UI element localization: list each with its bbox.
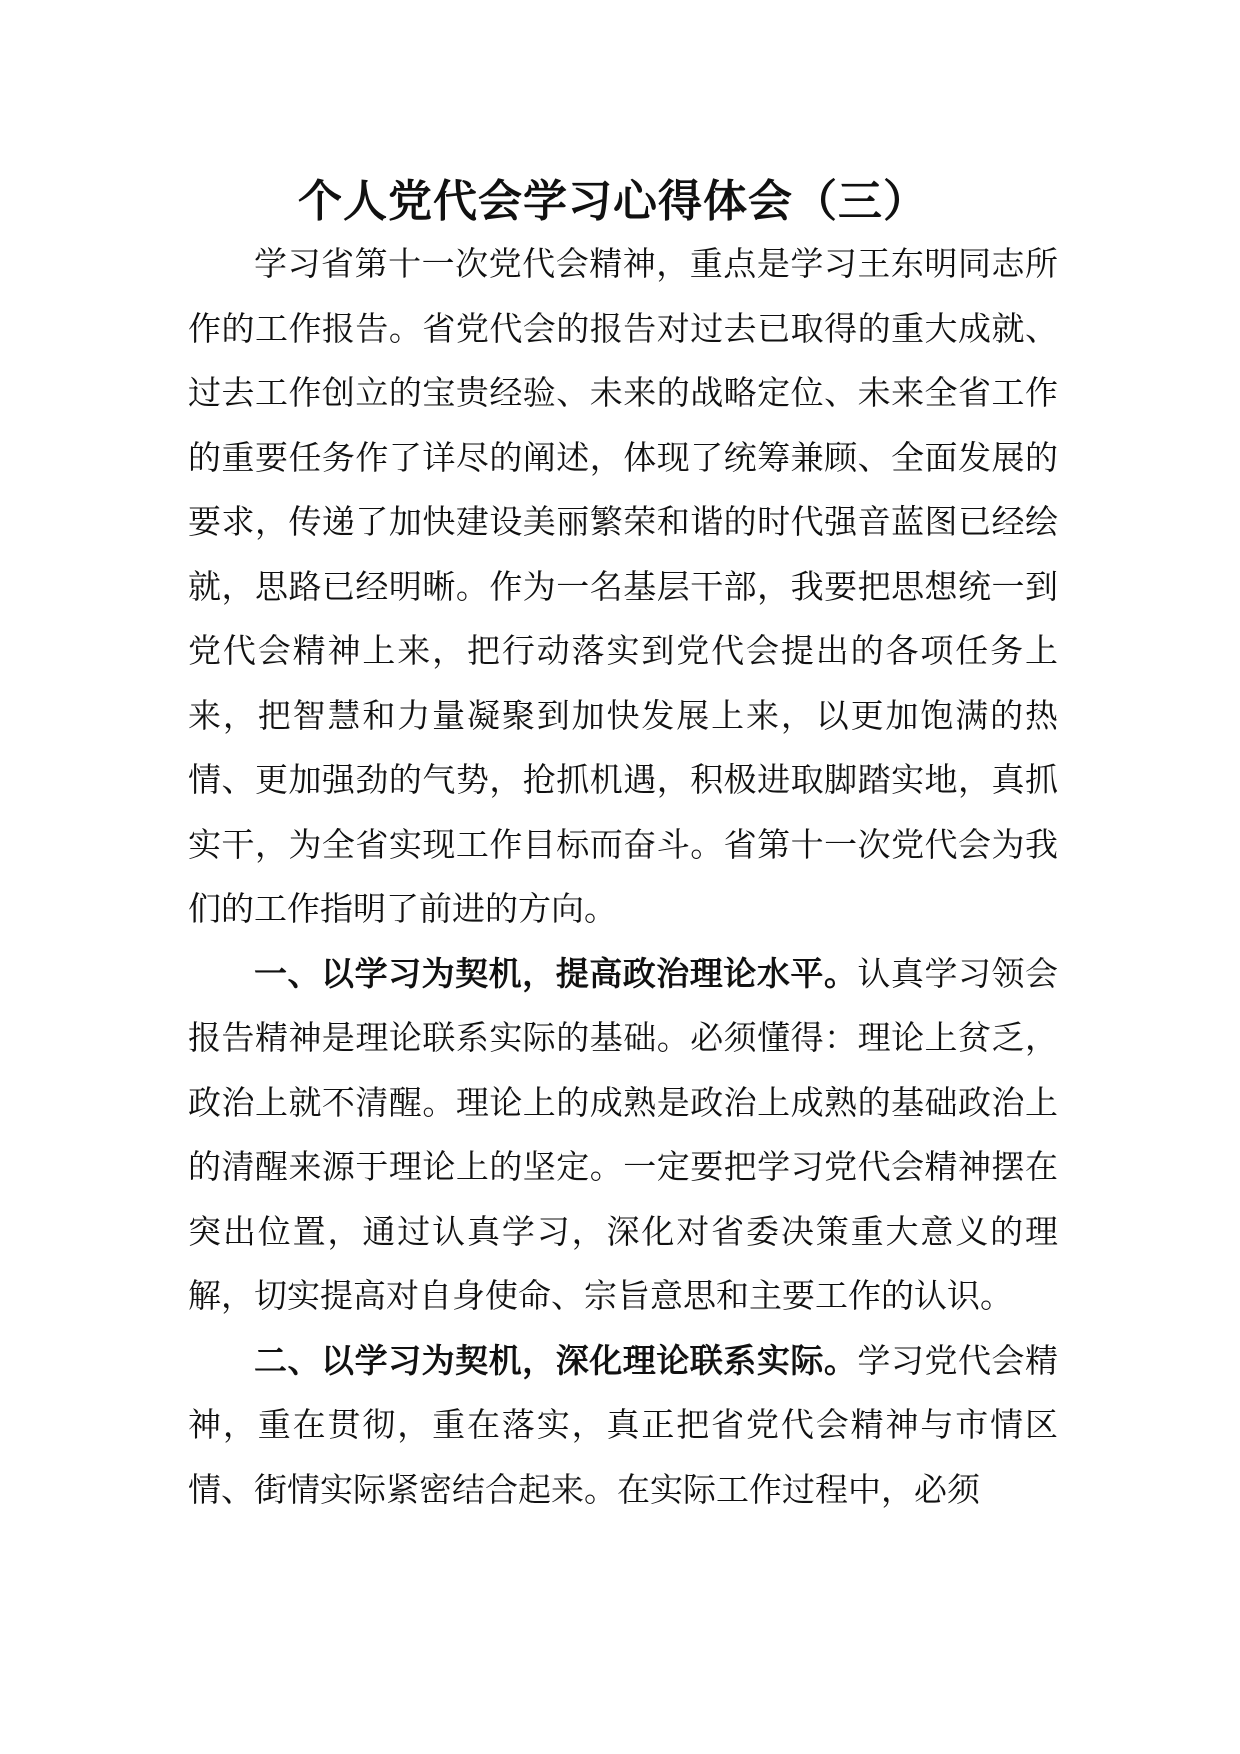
- section-2-heading: 二、以学习为契机，深化理论联系实际。: [254, 1340, 858, 1380]
- paragraph-section-2: [188, 1329, 1058, 1523]
- paragraph-intro: [188, 232, 1058, 942]
- section-1-heading: 一、以学习为契机，提高政治理论水平。: [254, 953, 858, 993]
- section-1-text: 认真学习领会报告精神是理论联系实际的基础。必须懂得：理论上贫乏，政治上就不清醒。理论上的成熟是政治上成熟的基础政治上的清醒来源于理论上的坚定。一定要把学习党代会精神摆在突出位置，通过认真学习，深化对省委决策重大意义的理解，切实提高对自身使命、宗旨意思和主要工作的认识。: [188, 953, 1059, 1315]
- document-title: 个人党代会学习心得体会（三）: [298, 176, 928, 227]
- paragraph-intro-text: 学习省第十一次党代会精神，重点是学习王东明同志所作的工作报告。省党代会的报告对过去已取得的重大成就、过去工作创立的宝贵经验、未来的战略定位、未来全省工作的重要任务作了详尽的阐述，体现了统筹兼顾、全面发展的要求，传递了加快建设美丽繁荣和谐的时代强音蓝图已经绘就，思路已经明晰。作为一名基层干部，我要把思想统一到党代会精神上来，把行动落实到党代会提出的各项任务上来，把智慧和力量凝聚到加快发展上来，以更加饱满的热情、更加强劲的气势，抢抓机遇，积极进取脚踏实地，真抓实干，为全省实现工作目标而奋斗。省第十一次党代会为我们的工作指明了前进的方向。: [188, 244, 1058, 928]
- document-page: [188, 168, 1058, 1522]
- paragraph-section-1: [188, 942, 1058, 1329]
- section-2-text: 学习党代会精神，重在贯彻，重在落实，真正把省党代会精神与市情区情、街情实际紧密结合起来。在实际工作过程中，必须: [188, 1340, 1059, 1509]
